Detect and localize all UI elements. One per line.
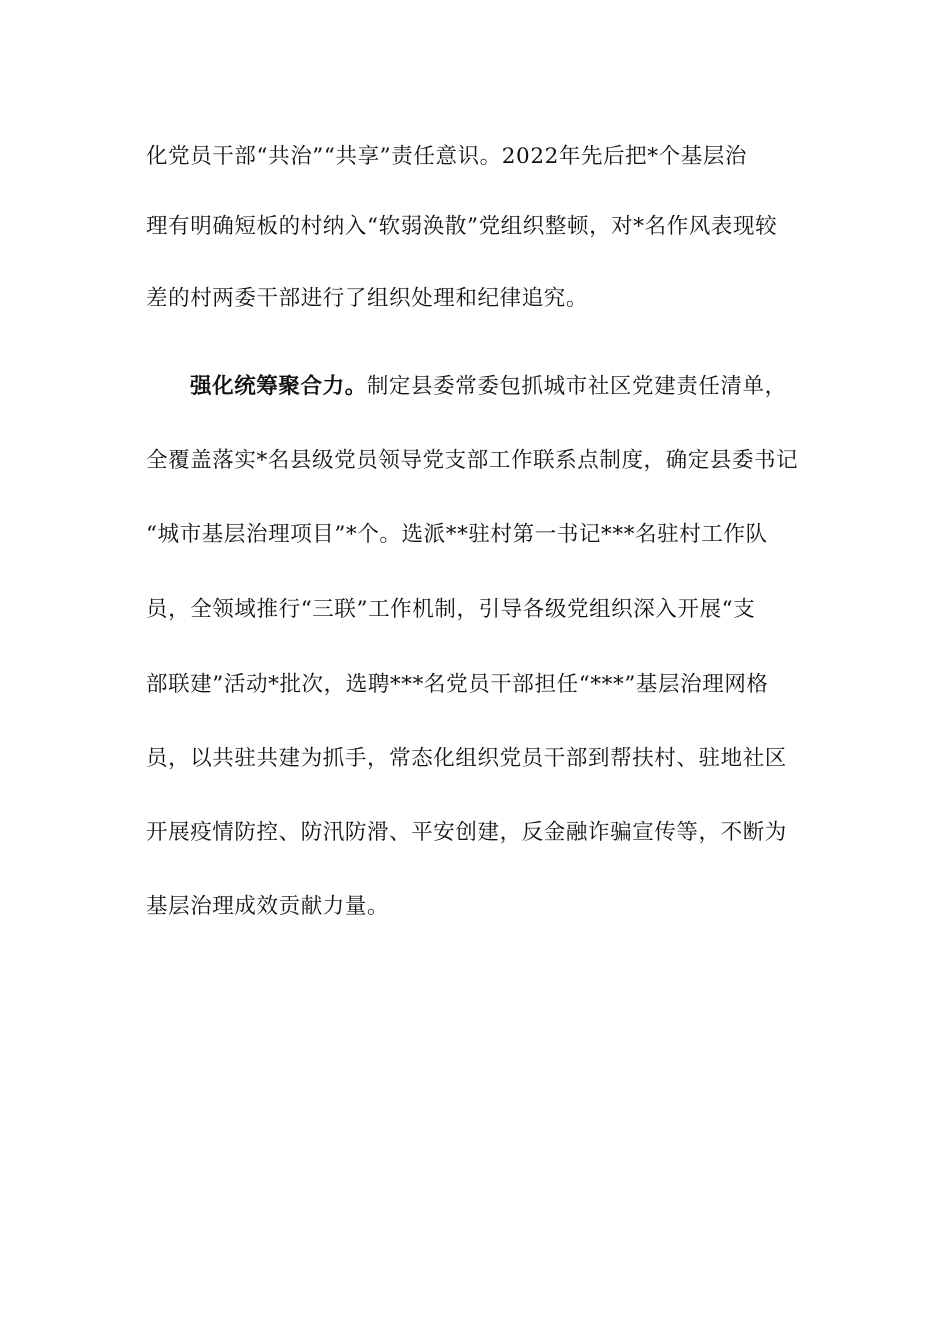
text-line: 理有明确短板的村纳入“软弱涣散”党组织整顿，对*名作风表现较 <box>146 214 778 239</box>
text-line: 基层治理成效贡献力量。 <box>146 894 390 919</box>
text-span: 制定县委常委包抓城市社区党建责任清单， <box>366 374 787 399</box>
paragraph-lead-heading: 强化统筹聚合力。 <box>190 374 367 399</box>
text-line: 员，全领域推行“三联”工作机制，引导各级党组织深入开展“支 <box>146 597 756 622</box>
text-line: 差的村两委干部进行了组织处理和纪律追究。 <box>146 286 589 311</box>
text-line: 部联建”活动*批次，选聘***名党员干部担任“***”基层治理网格 <box>146 672 769 697</box>
text-line: 开展疫情防控、防汛防滑、平安创建，反金融诈骗宣传等，不断为 <box>146 820 787 845</box>
paragraph-first-line <box>190 372 806 402</box>
text-line: 化党员干部“共治”“共享”责任意识。2022年先后把*个基层治 <box>146 144 748 169</box>
text-line: 全覆盖落实*名县级党员领导党支部工作联系点制度，确定县委书记 <box>146 448 799 473</box>
text-line: 员，以共驻共建为抓手，常态化组织党员干部到帮扶村、驻地社区 <box>146 746 787 771</box>
text-line: “城市基层治理项目”*个。选派**驻村第一书记***名驻村工作队 <box>146 522 768 547</box>
